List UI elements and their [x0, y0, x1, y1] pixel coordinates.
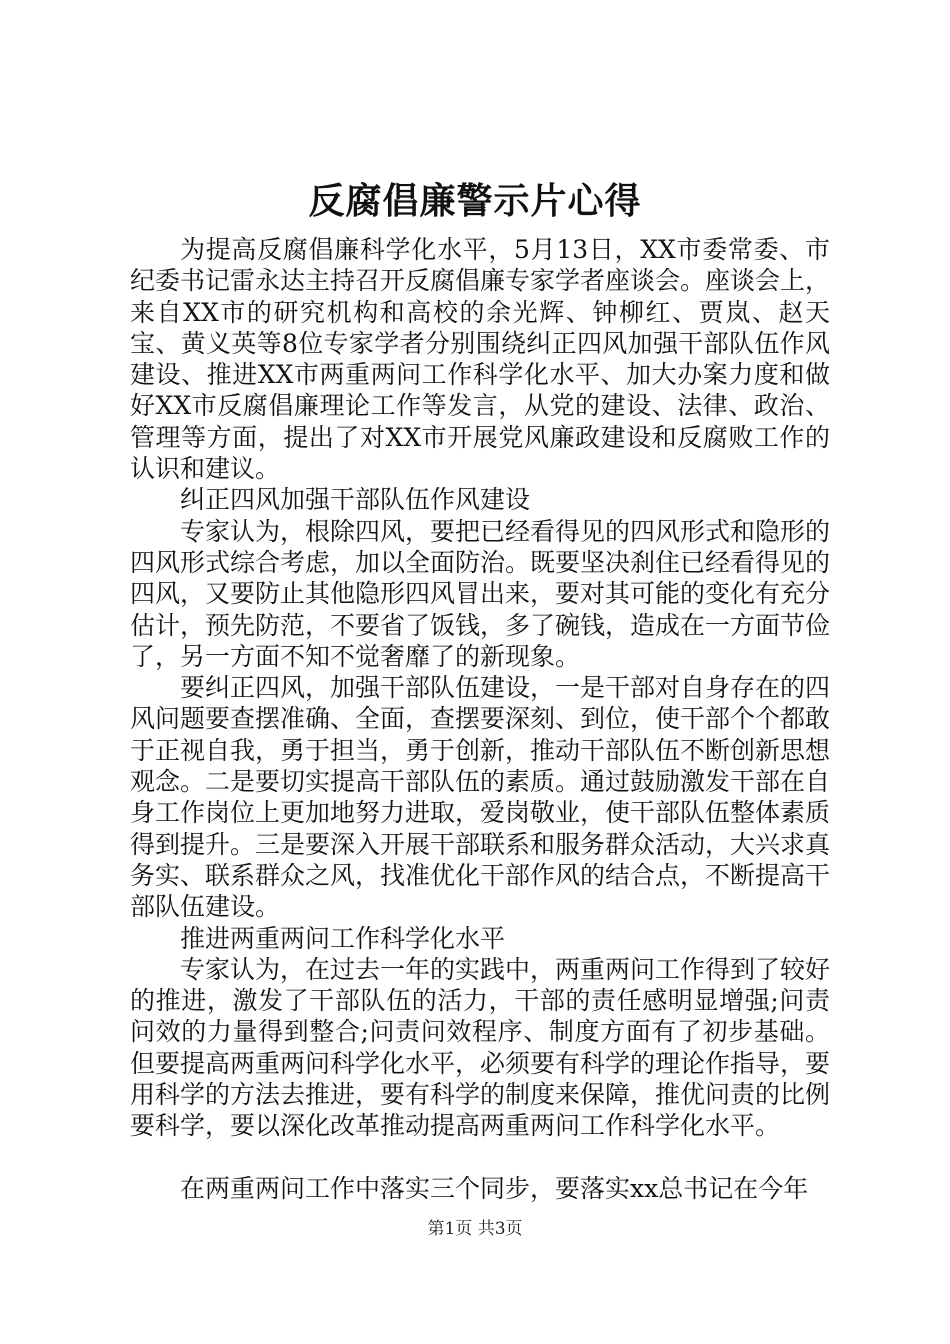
- paragraph-liangzhong-2: 在两重两问工作中落实三个同步，要落实xx总书记在今年: [180, 1173, 809, 1203]
- paragraph-liangzhong-1: 专家认为，在过去一年的实践中，两重两问工作得到了较好的推进，激发了干部队伍的活力，干部的责任感明显增强;问责问效的力量得到整合;问责问效程序、制度方面有了初步基础。但要提高两重两问科学化水平，必须要有科学的理论作指导，要用科学的方法去推进，要有科学的制度来保障，推优问责的比例要科学，要以深化改革推动提高两重两问工作科学化水平。: [130, 954, 831, 1141]
- paragraph-sifeng-2: 要纠正四风，加强干部队伍建设，一是干部对自身存在的四风问题要查摆准确、全面，查摆要深刻、到位，使干部个个都敢于正视自我，勇于担当，勇于创新，推动干部队伍不断创新思想观念。二是要切实提高干部队伍的素质。通过鼓励激发干部在自身工作岗位上更加地努力进取，爱岗敬业，使干部队伍整体素质得到提升。三是要深入开展干部联系和服务群众活动，大兴求真务实、联系群众之风，找准优化干部作风的结合点，不断提高干部队伍建设。: [130, 673, 831, 922]
- paragraph-gap: [130, 1142, 830, 1173]
- section-heading-sifeng: 纠正四风加强干部队伍作风建设: [180, 485, 531, 515]
- document-body: [130, 234, 830, 1204]
- section-heading-liangzhong: 推进两重两问工作科学化水平: [180, 923, 506, 953]
- paragraph-sifeng-1: 专家认为，根除四风，要把已经看得见的四风形式和隐形的四风形式综合考虑，加以全面防治。既要坚决刹住已经看得见的四风，又要防止其他隐形四风冒出来，要对其可能的变化有充分估计，预先防范，不要省了饭钱，多了碗钱，造成在一方面节俭了，另一方面不知不觉奢靡了的新现象。: [130, 516, 831, 671]
- page-footer: 第1页 共3页: [427, 1219, 523, 1239]
- document-title: 反腐倡廉警示片心得: [308, 180, 642, 222]
- paragraph-intro: 为提高反腐倡廉科学化水平，5月13日，XX市委常委、市纪委书记雷永达主持召开反腐倡廉专家学者座谈会。座谈会上，来自XX市的研究机构和高校的余光辉、钟柳红、贾岚、赵天宝、黄义英等8位专家学者分别围绕纠正四风加强干部队伍作风建设、推进XX市两重两问工作科学化水平、加大办案力度和做好XX市反腐倡廉理论工作等发言，从党的建设、法律、政治、管理等方面，提出了对XX市开展党风廉政建设和反腐败工作的认识和建议。: [130, 235, 831, 484]
